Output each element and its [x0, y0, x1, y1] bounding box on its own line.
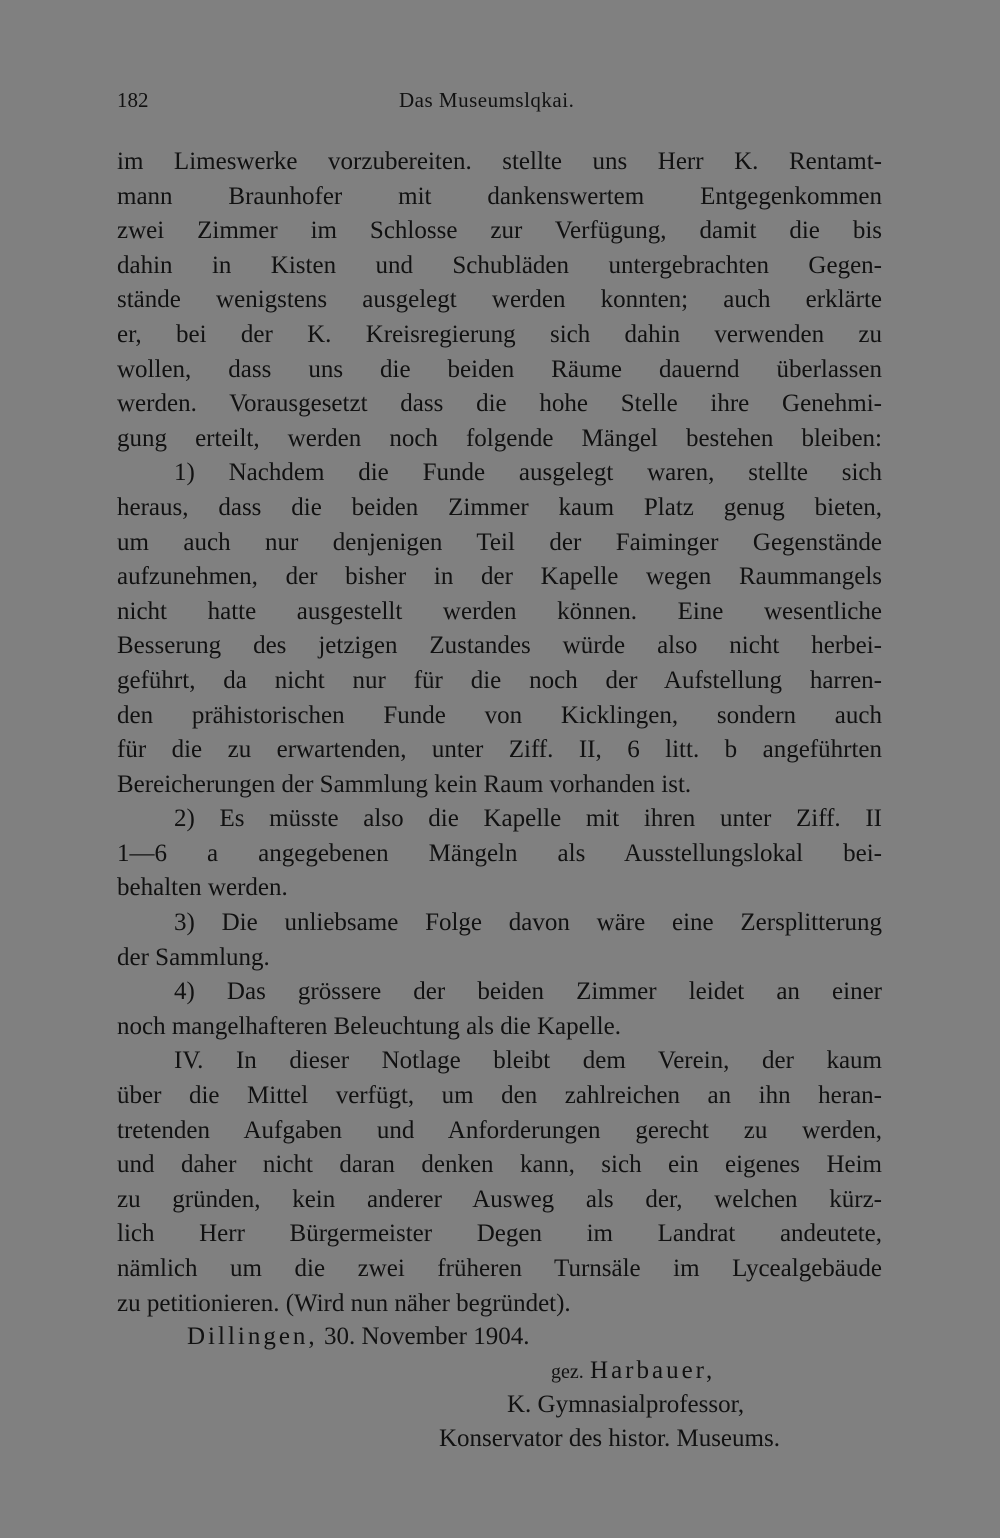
text-line: nämlich um die zwei früheren Turnsäle im Lycealgebäude [117, 1255, 882, 1282]
page-number: 182 [117, 88, 149, 112]
text-line: der Sammlung. [117, 943, 270, 971]
gez-abbreviation: gez. [551, 1361, 584, 1383]
text-line: er, bei der K. Kreisregierung sich dahin verwenden zu [117, 320, 882, 348]
text-line: 2) Es müsste also die Kapelle mit ihren unter Ziff. II [174, 805, 882, 833]
body-text [117, 145, 882, 1321]
signer-name: Harbauer, [590, 1357, 716, 1384]
text-line: um auch nur denjenigen Teil der Faiminger Gegenstände [117, 528, 882, 556]
text-line: 3) Die unliebsame Folge davon wäre eine Zersplitterung [174, 909, 882, 937]
text-line: werden. Vorausgesetzt dass die hohe Stelle ihre Genehmi- [117, 390, 882, 418]
letter-date: 30. November 1904. [323, 1323, 530, 1350]
text-line: tretenden Aufgaben und Anforderungen gerecht zu werden, [117, 1116, 882, 1144]
text-line: noch mangelhafteren Beleuchtung als die Kapelle. [117, 1012, 621, 1040]
date-line [187, 1320, 529, 1354]
running-head: Das Museumslqkai. [399, 88, 575, 112]
text-line: geführt, da nicht nur für die noch der Aufstellung harren- [117, 666, 882, 694]
text-line: IV. In dieser Notlage bleibt dem Verein, der kaum [174, 1047, 882, 1075]
text-line: Besserung des jetzigen Zustandes würde also nicht herbei- [117, 632, 882, 660]
text-line: über die Mittel verfügt, um den zahlreichen an ihn heran- [117, 1082, 882, 1110]
text-line: und daher nicht daran denken kann, sich ein eigenes Heim [117, 1151, 882, 1179]
text-line: heraus, dass die beiden Zimmer kaum Platz genug bieten, [117, 493, 882, 521]
text-line: 1—6 a angegebenen Mängeln als Ausstellungslokal bei- [117, 839, 882, 867]
text-line: wollen, dass uns die beiden Räume dauernd überlassen [117, 355, 882, 383]
text-line: zu petitionieren. (Wird nun näher begründet). [117, 1289, 571, 1317]
text-line: für die zu erwartenden, unter Ziff. II, 6 litt. b angeführten [117, 736, 882, 764]
signature-line [551, 1354, 715, 1389]
text-line: im Limeswerke vorzubereiten. stellte uns Herr K. Rentamt- [117, 148, 882, 175]
text-line: zwei Zimmer im Schlosse zur Verfügung, damit die bis [117, 217, 882, 245]
text-line: mann Braunhofer mit dankenswertem Entgegenkommen [117, 182, 882, 210]
text-line: zu gründen, kein anderer Ausweg als der, welchen kürz- [117, 1185, 882, 1213]
signer-role: Konservator des histor. Museums. [439, 1425, 780, 1452]
place-name: Dillingen, [187, 1323, 318, 1350]
text-line: den prähistorischen Funde von Kicklingen, sondern auch [117, 701, 882, 729]
text-line: dahin in Kisten und Schubläden untergebrachten Gegen- [117, 251, 882, 279]
text-line: gung erteilt, werden noch folgende Mängel bestehen bleiben: [117, 424, 882, 452]
page-header [117, 88, 882, 118]
text-line: nicht hatte ausgestellt werden können. Eine wesentliche [117, 597, 882, 625]
text-line: 1) Nachdem die Funde ausgelegt waren, stellte sich [174, 459, 882, 487]
text-line: stände wenigstens ausgelegt werden konnten; auch erklärte [117, 286, 882, 314]
text-line: behalten werden. [117, 874, 288, 902]
text-line: lich Herr Bürgermeister Degen im Landrat andeutete, [117, 1220, 882, 1248]
signer-title: K. Gymnasialprofessor, [507, 1391, 745, 1418]
text-line: aufzunehmen, der bisher in der Kapelle wegen Raummangels [117, 563, 882, 591]
text-line: 4) Das grössere der beiden Zimmer leidet an einer [174, 978, 882, 1006]
text-line: Bereicherungen der Sammlung kein Raum vorhanden ist. [117, 770, 692, 798]
